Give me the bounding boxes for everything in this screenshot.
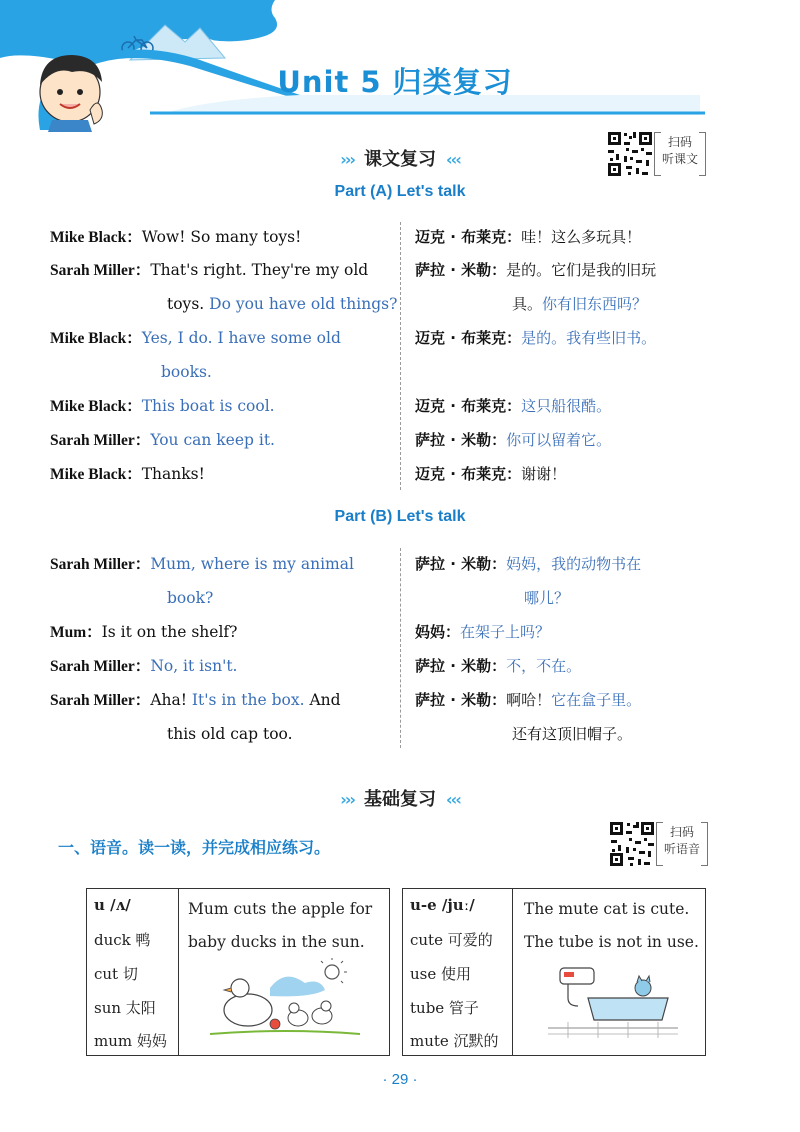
column-divider xyxy=(400,548,401,748)
translation-answer: 哪儿？ xyxy=(524,589,570,607)
translation-text: 具。 xyxy=(512,295,543,313)
part-a-line-6-cn xyxy=(415,463,566,485)
speaker-name-cn: 迈克 · 布莱克： xyxy=(415,397,522,415)
dialogue-text: Is it on the shelf? xyxy=(101,623,238,641)
part-b-line-1-en-cont xyxy=(167,587,213,609)
translation-answer: 在架子上吗？ xyxy=(460,623,551,641)
section-heading-basic-review: ››› 基础复习 ‹‹‹ xyxy=(340,789,460,810)
translation-text: 还有这顶旧帽子。 xyxy=(512,725,633,743)
answer-text: This boat is cool. xyxy=(141,397,275,415)
section-label: 课文复习 xyxy=(364,149,436,170)
speaker-name: Mum： xyxy=(50,624,102,641)
phonics-word: cute 可爱的 xyxy=(410,931,493,949)
part-a-line-1-en xyxy=(50,226,301,249)
ducks-sun-illustration xyxy=(210,958,360,1038)
answer-text: Mum, where is my animal xyxy=(150,555,354,573)
speaker-name: Mike Black： xyxy=(50,330,142,347)
phonics-word: duck 鸭 xyxy=(94,931,151,949)
dialogue-text: Thanks! xyxy=(141,465,205,483)
answer-text: No, it isn't. xyxy=(150,657,238,675)
answer-text: You can keep it. xyxy=(150,431,275,449)
table-divider xyxy=(178,888,179,1056)
section-heading-text-review: ››› 课文复习 ‹‹‹ xyxy=(340,149,460,170)
translation-answer: 妈妈，我的动物书在 xyxy=(506,555,642,573)
phonics-sentence xyxy=(524,893,700,959)
phonics-word: use 使用 xyxy=(410,965,472,983)
table-divider xyxy=(512,888,513,1056)
part-a-line-3-en-cont xyxy=(161,361,212,383)
part-b-line-1-en xyxy=(50,553,354,576)
scan-label-line2: 听语音 xyxy=(663,842,700,856)
speaker-name: Sarah Miller： xyxy=(50,658,151,675)
part-a-line-1-cn xyxy=(415,226,641,248)
part-a-line-3-cn xyxy=(415,327,656,349)
page-title: Unit 5 归类复习 xyxy=(277,65,513,99)
answer-text: It's in the box. xyxy=(191,691,305,709)
phonics-word: cut 切 xyxy=(94,965,138,983)
part-b-line-1-cn xyxy=(415,553,641,575)
part-b-line-1-cn-cont xyxy=(524,587,569,609)
speaker-name-cn: 萨拉 · 米勒： xyxy=(415,657,507,675)
scan-label-text xyxy=(660,824,704,858)
speaker-name-cn: 萨拉 · 米勒： xyxy=(415,431,507,449)
answer-text: books. xyxy=(161,363,212,381)
dialogue-text: That's right. They're my old xyxy=(150,261,369,279)
phonics-sentence-line: The tube is not in use. xyxy=(524,933,699,951)
speaker-name-cn: 萨拉 · 米勒： xyxy=(415,555,507,573)
column-divider xyxy=(400,222,401,490)
translation-answer: 你有旧东西吗？ xyxy=(542,295,648,313)
scan-label-line2: 听课文 xyxy=(661,152,698,166)
part-b-heading: Part (B) Let's talk xyxy=(334,508,466,525)
part-b-line-4-cn-cont xyxy=(512,723,632,745)
part-a-line-4-cn xyxy=(415,395,611,417)
answer-text: Yes, I do. I have some old xyxy=(141,329,341,347)
translation-answer: 是的。我有些旧书。 xyxy=(521,329,657,347)
cat-bathtub-illustration xyxy=(548,962,678,1038)
part-a-line-5-en xyxy=(50,429,275,452)
speaker-name-cn: 萨拉 · 米勒： xyxy=(415,261,507,279)
phonics-word: mute 沉默的 xyxy=(410,1032,499,1050)
dialogue-text: this old cap too. xyxy=(167,725,293,743)
translation-answer: 它在盒子里。 xyxy=(551,691,642,709)
translation-answer: 这只船很酷。 xyxy=(521,397,612,415)
speaker-name: Mike Black： xyxy=(50,466,142,483)
answer-text: book? xyxy=(167,589,214,607)
part-b-line-3-cn xyxy=(415,655,581,677)
part-a-line-2-en-cont xyxy=(167,293,397,315)
speaker-name: Sarah Miller： xyxy=(50,432,151,449)
speaker-name-cn: 妈妈： xyxy=(415,623,461,641)
phonics-word: tube 管子 xyxy=(410,999,479,1017)
exercise-instruction: 一、语音。读一读，并完成相应练习。 xyxy=(58,838,331,857)
part-a-line-2-cn-cont xyxy=(512,293,647,315)
scan-label-text xyxy=(658,134,702,168)
speaker-name: Mike Black： xyxy=(50,398,142,415)
answer-text: Do you have old things? xyxy=(209,295,398,313)
phonics-sentence: Mum cuts the apple for baby ducks in the sun. xyxy=(188,900,373,951)
part-b-line-2-cn xyxy=(415,621,550,643)
dialogue-text: And xyxy=(309,691,341,709)
speaker-name: Sarah Miller： xyxy=(50,556,151,573)
speaker-name-cn: 迈克 · 布莱克： xyxy=(415,228,522,246)
translation-text: 啊哈！ xyxy=(506,691,552,709)
dialogue-text: Aha! xyxy=(150,691,187,709)
translation-text: 是的。它们是我的旧玩 xyxy=(506,261,657,279)
translation-text: 哇！这么多玩具！ xyxy=(521,228,642,246)
speaker-name: Sarah Miller： xyxy=(50,692,151,709)
qr-code-icon[interactable] xyxy=(606,130,654,178)
part-b-line-3-en xyxy=(50,655,238,678)
page-number: · 29 · xyxy=(382,1071,418,1088)
translation-answer: 不，不在。 xyxy=(506,657,582,675)
part-a-line-4-en xyxy=(50,395,275,418)
part-b-line-4-en xyxy=(50,689,341,712)
phonics-sentence-line: The mute cat is cute. xyxy=(524,900,690,918)
phonics-sound: u /ʌ/ xyxy=(94,896,131,914)
speaker-name: Mike Black： xyxy=(50,229,142,246)
part-a-heading: Part (A) Let's talk xyxy=(334,183,466,200)
part-a-line-2-cn xyxy=(415,259,656,281)
section-label: 基础复习 xyxy=(364,789,436,810)
part-a-line-6-en xyxy=(50,463,205,486)
dialogue-text: toys. xyxy=(167,295,205,313)
part-b-line-4-cn xyxy=(415,689,641,711)
translation-answer: 你可以留着它。 xyxy=(506,431,612,449)
phonics-sound: u-e /juː/ xyxy=(410,896,475,914)
translation-text: 谢谢！ xyxy=(521,465,567,483)
part-a-line-2-en xyxy=(50,259,368,282)
phonics-word: sun 太阳 xyxy=(94,999,156,1017)
dialogue-text: Wow! So many toys! xyxy=(141,228,302,246)
part-a-line-3-en xyxy=(50,327,341,350)
speaker-name: Sarah Miller： xyxy=(50,262,151,279)
part-a-line-5-cn xyxy=(415,429,611,451)
part-b-line-2-en xyxy=(50,621,237,644)
speaker-name-cn: 迈克 · 布莱克： xyxy=(415,465,522,483)
phonics-word: mum 妈妈 xyxy=(94,1032,167,1050)
part-b-line-4-en-cont xyxy=(167,723,293,745)
scan-label-line1: 扫码 xyxy=(667,135,692,149)
qr-code-icon[interactable] xyxy=(608,820,656,868)
scan-label-line1: 扫码 xyxy=(669,825,694,839)
speaker-name-cn: 萨拉 · 米勒： xyxy=(415,691,507,709)
speaker-name-cn: 迈克 · 布莱克： xyxy=(415,329,522,347)
